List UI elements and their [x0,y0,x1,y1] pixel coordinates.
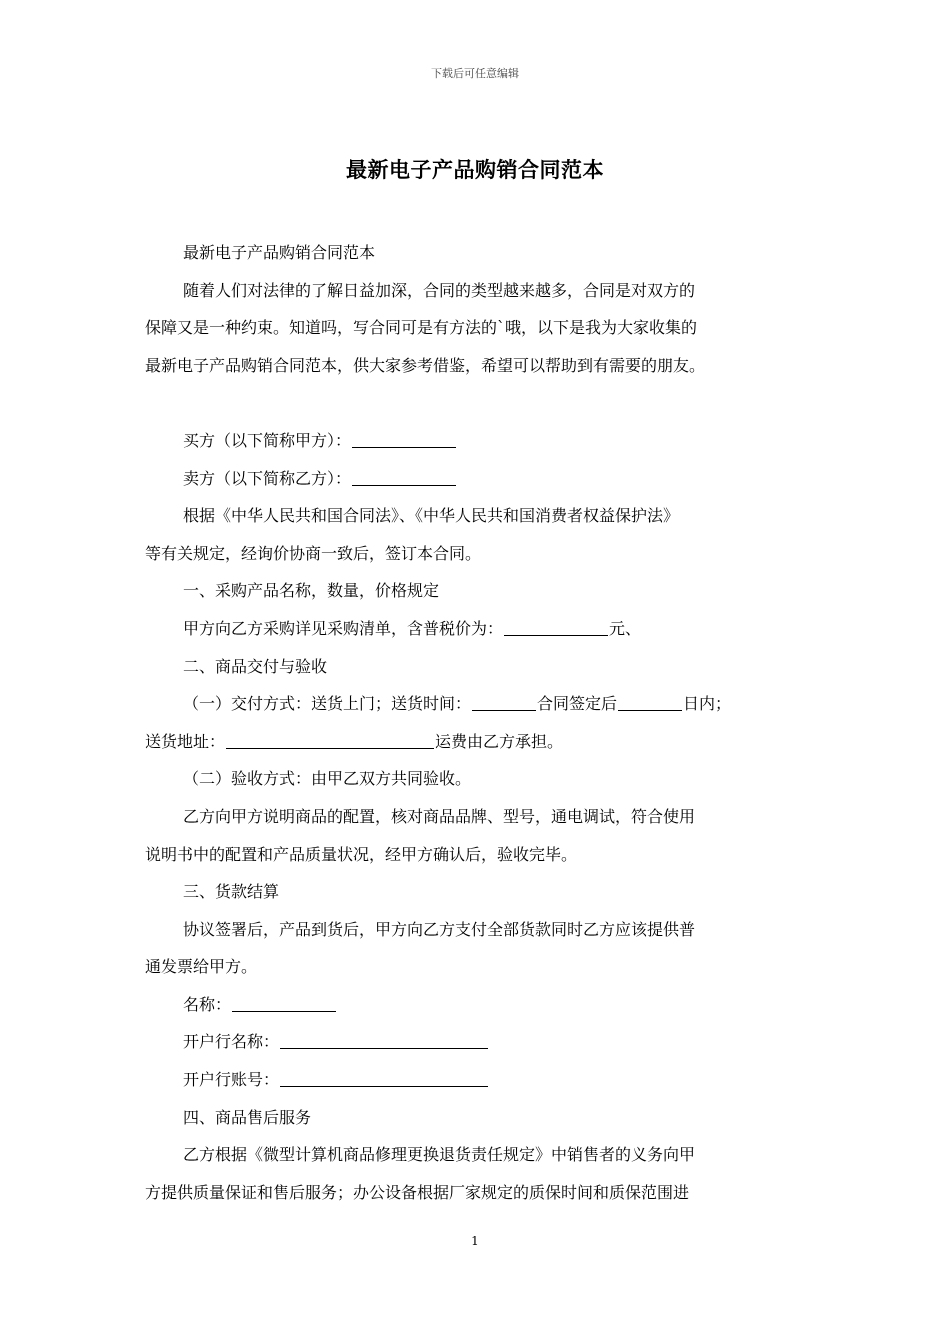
document-body [145,234,825,1211]
bank-account-blank [280,1068,488,1087]
delivery-address-line [145,723,825,761]
delivery-method-text: （一）交付方式：送货上门；送货时间： [183,694,472,714]
name-line [145,986,825,1024]
freight-text: 运费由乙方承担。 [435,731,564,751]
acceptance-line: （二）验收方式：由甲乙双方共同验收。 [183,769,472,789]
delivery-line [145,685,825,723]
bank-account-line [145,1061,825,1099]
page-number: 1 [471,1234,479,1248]
delivery-address-blank [226,730,434,749]
acceptance-paragraph-line: 说明书中的配置和产品质量状况，经甲方确认后，验收完毕。 [145,844,578,864]
name-blank [232,993,336,1012]
intro-paragraph-line: 保障又是一种约束。知道吗，写合同可是有方法的`哦，以下是我为大家收集的 [145,318,698,338]
price-text: 甲方向乙方采购详见采购清单，含普税价为： [183,618,504,638]
basis-paragraph-line: 等有关规定，经询价协商一致后，签订本合同。 [145,543,482,563]
delivery-days-text: 日内； [683,694,732,714]
bank-name-blank [280,1030,488,1049]
section-heading: 三、货款结算 [183,882,280,902]
after-sales-paragraph-line: 乙方根据《微型计算机商品修理更换退货责任规定》中销售者的义务向甲 [183,1145,696,1165]
blank-line [145,384,825,422]
basis-paragraph-line: 根据《中华人民共和国合同法》、《中华人民共和国消费者权益保护法》 [183,506,680,526]
payment-paragraph-line: 协议签署后，产品到货后，甲方向乙方支付全部货款同时乙方应该提供普 [183,919,696,939]
bank-name-label: 开户行名称： [183,1032,280,1052]
seller-label: 卖方（以下简称乙方）： [183,468,352,488]
bank-name-line [145,1023,825,1061]
payment-paragraph-line: 通发票给甲方。 [145,957,258,977]
section-heading: 一、采购产品名称，数量，价格规定 [183,581,440,601]
buyer-line [145,422,825,460]
name-label: 名称： [183,994,232,1014]
section-heading: 四、商品售后服务 [183,1107,312,1127]
price-line [145,610,825,648]
bank-account-label: 开户行账号： [183,1070,280,1090]
intro-paragraph-line: 最新电子产品购销合同范本，供大家参考借鉴，希望可以帮助到有需要的朋友。 [145,355,706,375]
seller-blank [352,467,456,486]
delivery-address-label: 送货地址： [145,731,226,751]
seller-line [145,460,825,498]
price-blank [504,617,608,636]
buyer-blank [352,429,456,448]
after-sales-paragraph-line: 方提供质量保证和售后服务；办公设备根据厂家规定的质保时间和质保范围进 [145,1182,690,1202]
buyer-label: 买方（以下简称甲方）： [183,430,352,450]
delivery-after-signing-text: 合同签定后 [537,694,618,714]
delivery-days-blank [618,692,682,711]
intro-paragraph-line: 随着人们对法律的了解日益加深，合同的类型越来越多，合同是对双方的 [183,280,696,300]
page-header: 下载后可任意编辑 [431,67,519,80]
section-heading: 二、商品交付与验收 [183,656,328,676]
acceptance-paragraph-line: 乙方向甲方说明商品的配置，核对商品品牌、型号，通电调试，符合使用 [183,806,696,826]
price-unit: 元、 [609,618,642,638]
document-title: 最新电子产品购销合同范本 [346,157,604,182]
intro-title-line: 最新电子产品购销合同范本 [183,243,376,262]
delivery-time-blank [472,692,536,711]
